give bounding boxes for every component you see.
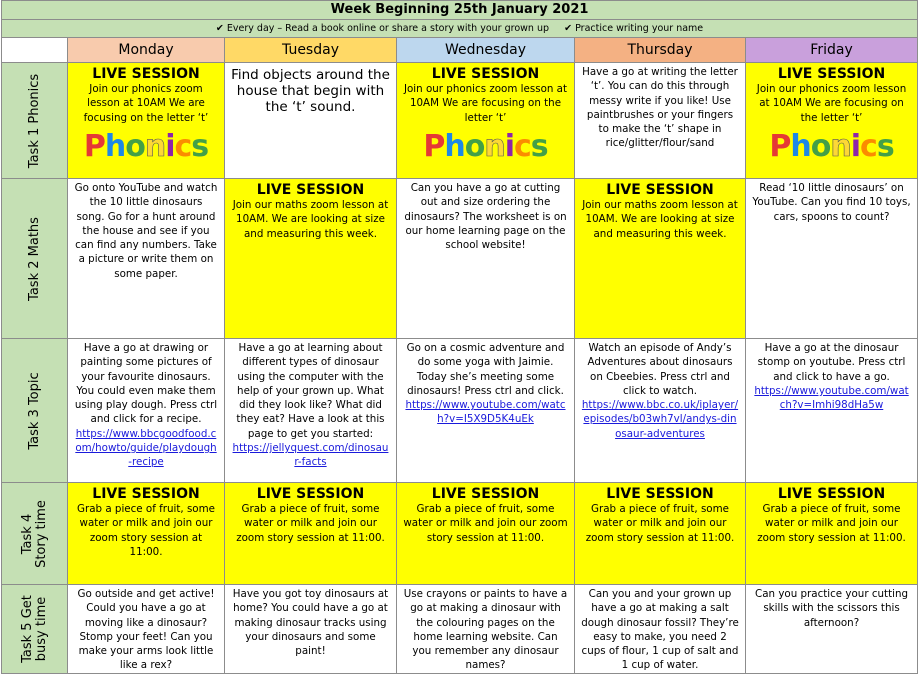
task-label-phonics: Task 1 Phonics (2, 63, 68, 179)
andys-adventures-link[interactable]: https://www.bbc.co.uk/iplayer/episodes/b03wh7vl/andys-dinosaur-adventures (581, 399, 739, 440)
dinosaur-stomp-link[interactable]: https://www.youtube.com/watch?v=Imhi98dHa5w (754, 384, 909, 412)
phonics-logo-icon: Phonics (83, 128, 209, 164)
day-header-tuesday: Tuesday (225, 38, 397, 63)
task-label-story: Task 4 Story time (2, 483, 68, 585)
story-tuesday (225, 483, 397, 585)
live-session-heading: LIVE SESSION (431, 486, 540, 502)
maths-friday: Read ‘10 little dinosaurs’ on YouTube. Can you find 10 toys, cars, spoons to count? (746, 179, 918, 339)
cell-text: Grab a piece of fruit, some water or milk and join our zoom story session at 11:00. (757, 503, 906, 544)
phonics-thursday: Have a go at writing the letter ‘t’. You can do this through messy write if you like! Use paintbrushes or your fingers to make the ‘t’ shape in rice/glitter/flour/sand (575, 63, 746, 179)
phonics-tuesday: Find objects around the house that begin with the ‘t’ sound. (225, 63, 397, 179)
day-header-monday: Monday (68, 38, 225, 63)
maths-wednesday: Can you have a go at cutting out and size ordering the dinosaurs? The worksheet is on our home learning page on the school website! (397, 179, 575, 339)
day-header-wednesday: Wednesday (397, 38, 575, 63)
live-session-heading: LIVE SESSION (256, 182, 365, 198)
busy-thursday: Can you and your grown up have a go at making a salt dough dinosaur fossil? They’re easy to make, you need 2 cups of flour, 1 cup of salt and 1 cup of water. (575, 585, 746, 674)
live-session-heading: LIVE SESSION (777, 486, 886, 502)
topic-friday (746, 339, 918, 483)
cell-text: Have a go at drawing or painting some pictures of your favourite dinosaurs. You could even make them using play dough. Press ctrl and click for a recipe. (74, 342, 218, 426)
day-header-friday: Friday (746, 38, 918, 63)
playdough-recipe-link[interactable]: https://www.bbcgoodfood.com/howto/guide/playdough-recipe (75, 427, 217, 469)
live-session-heading: LIVE SESSION (431, 66, 540, 82)
checkmark-icon: ✔ (564, 23, 573, 34)
cell-text: Join our phonics zoom lesson at 10AM We are focusing on the letter ‘t’ (756, 83, 907, 124)
checkmark-icon: ✔ (215, 23, 224, 34)
task-label-topic: Task 3 Topic (2, 339, 68, 483)
tip-read: Every day – Read a book online or share a story with your grown up (226, 23, 549, 34)
phonics-friday (746, 63, 918, 179)
maths-thursday (575, 179, 746, 339)
maths-tuesday (225, 179, 397, 339)
cell-text: Grab a piece of fruit, some water or milk and join our zoom story session at 11:00. (403, 503, 568, 544)
cell-text: Join our maths zoom lesson at 10AM. We are looking at size and measuring this week. (582, 199, 738, 240)
phonics-monday (68, 63, 225, 179)
story-friday (746, 483, 918, 585)
topic-thursday (575, 339, 746, 483)
maths-monday: Go onto YouTube and watch the 10 little dinosaurs song. Go for a hunt around the house and see if you can find any numbers. Take a picture or write them on some paper. (68, 179, 225, 339)
live-session-heading: LIVE SESSION (92, 66, 200, 82)
day-header-thursday: Thursday (575, 38, 746, 63)
story-monday (68, 483, 225, 585)
dinosaur-facts-link[interactable]: https://jellyquest.com/dinosaur-facts (232, 442, 389, 469)
cell-text: Join our phonics zoom lesson at 10AM We are focusing on the letter ‘t’ (403, 83, 568, 124)
cosmic-yoga-link[interactable]: https://www.youtube.com/watch?v=I5X9D5K4uEk (405, 399, 566, 426)
topic-monday (68, 339, 225, 483)
live-session-heading: LIVE SESSION (256, 486, 365, 502)
task-label-busy: Task 5 Get busy time (2, 585, 68, 674)
phonics-wednesday (397, 63, 575, 179)
cell-text: Watch an episode of Andy’s Adventures about dinosaurs on Cbeebies. Press ctrl and click to watch. (587, 342, 733, 397)
cell-text: Have a go at the dinosaur stomp on youtube. Press ctrl and click to have a go. (757, 342, 906, 383)
page-title: Week Beginning 25th January 2021 (2, 1, 918, 20)
phonics-logo-icon: Phonics (769, 128, 894, 164)
busy-tuesday: Have you got toy dinosaurs at home? You could have a go at making dinosaur tracks using your dinosaurs and some paint! (225, 585, 397, 674)
story-thursday (575, 483, 746, 585)
busy-monday: Go outside and get active! Could you have a go at moving like a dinosaur? Stomp your feet! Can you make your arms look little like a rex? (68, 585, 225, 674)
busy-friday: Can you practice your cutting skills with the scissors this afternoon? (746, 585, 918, 674)
daily-tips (2, 20, 918, 38)
cell-text: Grab a piece of fruit, some water or milk and join our zoom story session at 11:00. (236, 503, 385, 544)
corner-cell (2, 38, 68, 63)
topic-tuesday (225, 339, 397, 483)
phonics-logo-icon: Phonics (423, 128, 548, 164)
topic-wednesday (397, 339, 575, 483)
cell-text: Join our phonics zoom lesson at 10AM We are focusing on the letter ‘t’ (83, 83, 209, 124)
task-label-maths: Task 2 Maths (2, 179, 68, 339)
busy-wednesday: Use crayons or paints to have a go at making a dinosaur with the colouring pages on the home learning website. Can you remember any dinosaur names? (397, 585, 575, 674)
weekly-timetable (1, 0, 918, 674)
tip-write: Practice writing your name (575, 23, 704, 34)
cell-text: Go on a cosmic adventure and do some yoga with Jaimie. Today she’s meeting some dinosaurs! Press ctrl and click. (406, 342, 565, 397)
cell-text: Have a go at learning about different types of dinosaur using the computer with the help of your grown up. What did they look like? What did they eat? Have a look at this page to get you started: (236, 342, 385, 440)
live-session-heading: LIVE SESSION (777, 66, 886, 82)
cell-text: Grab a piece of fruit, some water or milk and join our zoom story session at 11:00. (77, 503, 215, 558)
story-wednesday (397, 483, 575, 585)
live-session-heading: LIVE SESSION (92, 486, 200, 502)
live-session-heading: LIVE SESSION (606, 182, 714, 198)
cell-text: Join our maths zoom lesson at 10AM. We are looking at size and measuring this week. (232, 199, 389, 240)
cell-text: Grab a piece of fruit, some water or milk and join our zoom story session at 11:00. (585, 503, 735, 544)
live-session-heading: LIVE SESSION (606, 486, 714, 502)
